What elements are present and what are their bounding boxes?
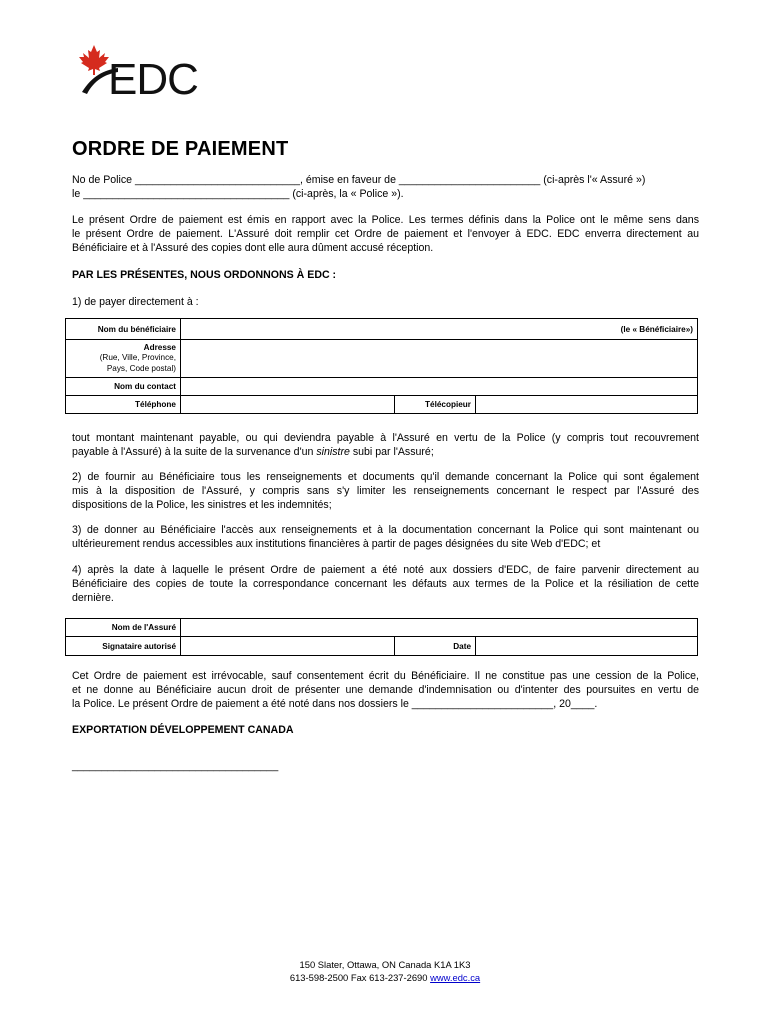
paragraph-line: dernière.	[72, 592, 114, 605]
signatory-field[interactable]	[181, 637, 395, 656]
policy-intro	[72, 173, 699, 201]
paragraph-line: Bénéficiaire des copies de toute la correspondance concernant les défauts aux termes de la Police et la résiliation de cette	[72, 578, 699, 591]
paragraph-line: Cet Ordre de paiement est irrévocable, sauf consentement écrit du Bénéficiaire. Il ne constitue pas une cession de la Police,	[72, 670, 699, 682]
insured-table	[65, 618, 698, 656]
address-hint-1: (Rue, Ville, Province,	[99, 353, 176, 363]
address-field[interactable]	[181, 340, 698, 378]
signatory-label: Signataire autorisé	[66, 637, 181, 656]
insured-name-field[interactable]	[181, 619, 698, 637]
paragraph-line: Le présent Ordre de paiement est émis en rapport avec la Police. Les termes définis dans la Police ont le même sens dans	[72, 214, 699, 226]
signature-line: ___________________________________	[72, 760, 279, 772]
fax-field[interactable]	[476, 396, 698, 414]
fax-label: Télécopieur	[395, 396, 476, 414]
website-link[interactable]: www.edc.ca	[430, 971, 481, 983]
address-label: Adresse	[143, 342, 176, 352]
logo-wordmark: EDC	[108, 55, 198, 98]
phone-field[interactable]	[181, 396, 395, 414]
edc-logo	[78, 44, 218, 98]
text-part: subi par l'Assuré;	[349, 446, 434, 459]
paragraph-line: 4) après la date à laquelle le présent Ordre de paiement a été noté aux dossiers d'EDC, de faire parvenir directement au	[72, 564, 699, 576]
maple-leaf-icon	[79, 45, 109, 75]
contact-label: Nom du contact	[66, 378, 181, 396]
address-label-cell	[66, 340, 181, 378]
address-hint-2: Pays, Code postal)	[106, 363, 176, 373]
paragraph-line: Bénéficiaire et à l'Assuré des copies dont elle aura dûment accusé réception.	[72, 242, 434, 255]
date-label: Date	[395, 637, 476, 656]
beneficiary-suffix: (le « Bénéficiaire»)	[620, 324, 693, 334]
paragraph-line: 3) de donner au Bénéficiaire l'accès aux renseignements et à la documentation concernant la Police qui sont maintenant ou	[72, 524, 699, 536]
order-heading: PAR LES PRÉSENTES, NOUS ORDONNONS À EDC :	[72, 269, 337, 281]
paragraph-irrevocable	[72, 669, 699, 712]
text-italic: sinistre	[316, 446, 350, 459]
footer-address: 150 Slater, Ottawa, ON Canada K1A 1K3	[299, 959, 471, 970]
paragraph-line	[72, 445, 699, 459]
paragraph-purpose	[72, 213, 699, 256]
beneficiary-name-label: Nom du bénéficiaire	[66, 319, 181, 340]
policy-intro-line-2: le ___________________________________ (ci-après, la « Police »).	[72, 188, 404, 201]
footer-contact	[0, 972, 770, 985]
policy-intro-line-1: No de Police ____________________________, émise en faveur de ________________________ (ci-après l'« Assuré »)	[72, 174, 646, 186]
footer	[0, 959, 770, 984]
paragraph-line: le présent Ordre de paiement. L'Assuré doit remplir cet Ordre de paiement et l'envoyer à EDC. EDC enverra directement au	[72, 228, 699, 241]
insured-name-label: Nom de l'Assuré	[66, 619, 181, 637]
item-4	[72, 563, 699, 606]
paragraph-line: ultérieurement rendus accessibles aux institutions financières à partir de pages désignées du site Web d'EDC; et	[72, 538, 601, 551]
item-1: 1) de payer directement à :	[72, 296, 199, 308]
footer-phones: 613-598-2500 Fax 613-237-2690	[289, 971, 431, 983]
date-field[interactable]	[476, 637, 698, 656]
item-2	[72, 470, 699, 513]
paragraph-amounts	[72, 431, 699, 459]
paragraph-line: dispositions de la Police, les sinistres et les indemnités;	[72, 499, 332, 512]
paragraph-line: et ne donne au Bénéficiaire aucun droit de présenter une demande d'indemnisation ou d'intenter des poursuites en vertu de	[72, 684, 699, 697]
page-title: ORDRE DE PAIEMENT	[72, 138, 289, 160]
paragraph-line: mis à la disposition de l'Assuré, y compris sans s'y limiter les renseignements concernant le respect par l'Assuré des	[72, 485, 699, 498]
paragraph-line: la Police. Le présent Ordre de paiement a été noté dans nos dossiers le ________________________, 20____.	[72, 698, 598, 711]
contact-field[interactable]	[181, 378, 698, 396]
phone-label: Téléphone	[66, 396, 181, 414]
beneficiary-table	[65, 318, 698, 414]
item-3	[72, 523, 699, 551]
beneficiary-name-field[interactable]	[181, 319, 698, 340]
company-name: EXPORTATION DÉVELOPPEMENT CANADA	[72, 724, 294, 736]
paragraph-line: tout montant maintenant payable, ou qui deviendra payable à l'Assuré en vertu de la Police (y compris tout recouvrement	[72, 432, 699, 444]
text-part: payable à l'Assuré) à la suite de la survenance d'un	[72, 446, 317, 459]
paragraph-line: 2) de fournir au Bénéficiaire tous les renseignements et documents qu'il demande concernant la Police qui sont également	[72, 471, 699, 483]
